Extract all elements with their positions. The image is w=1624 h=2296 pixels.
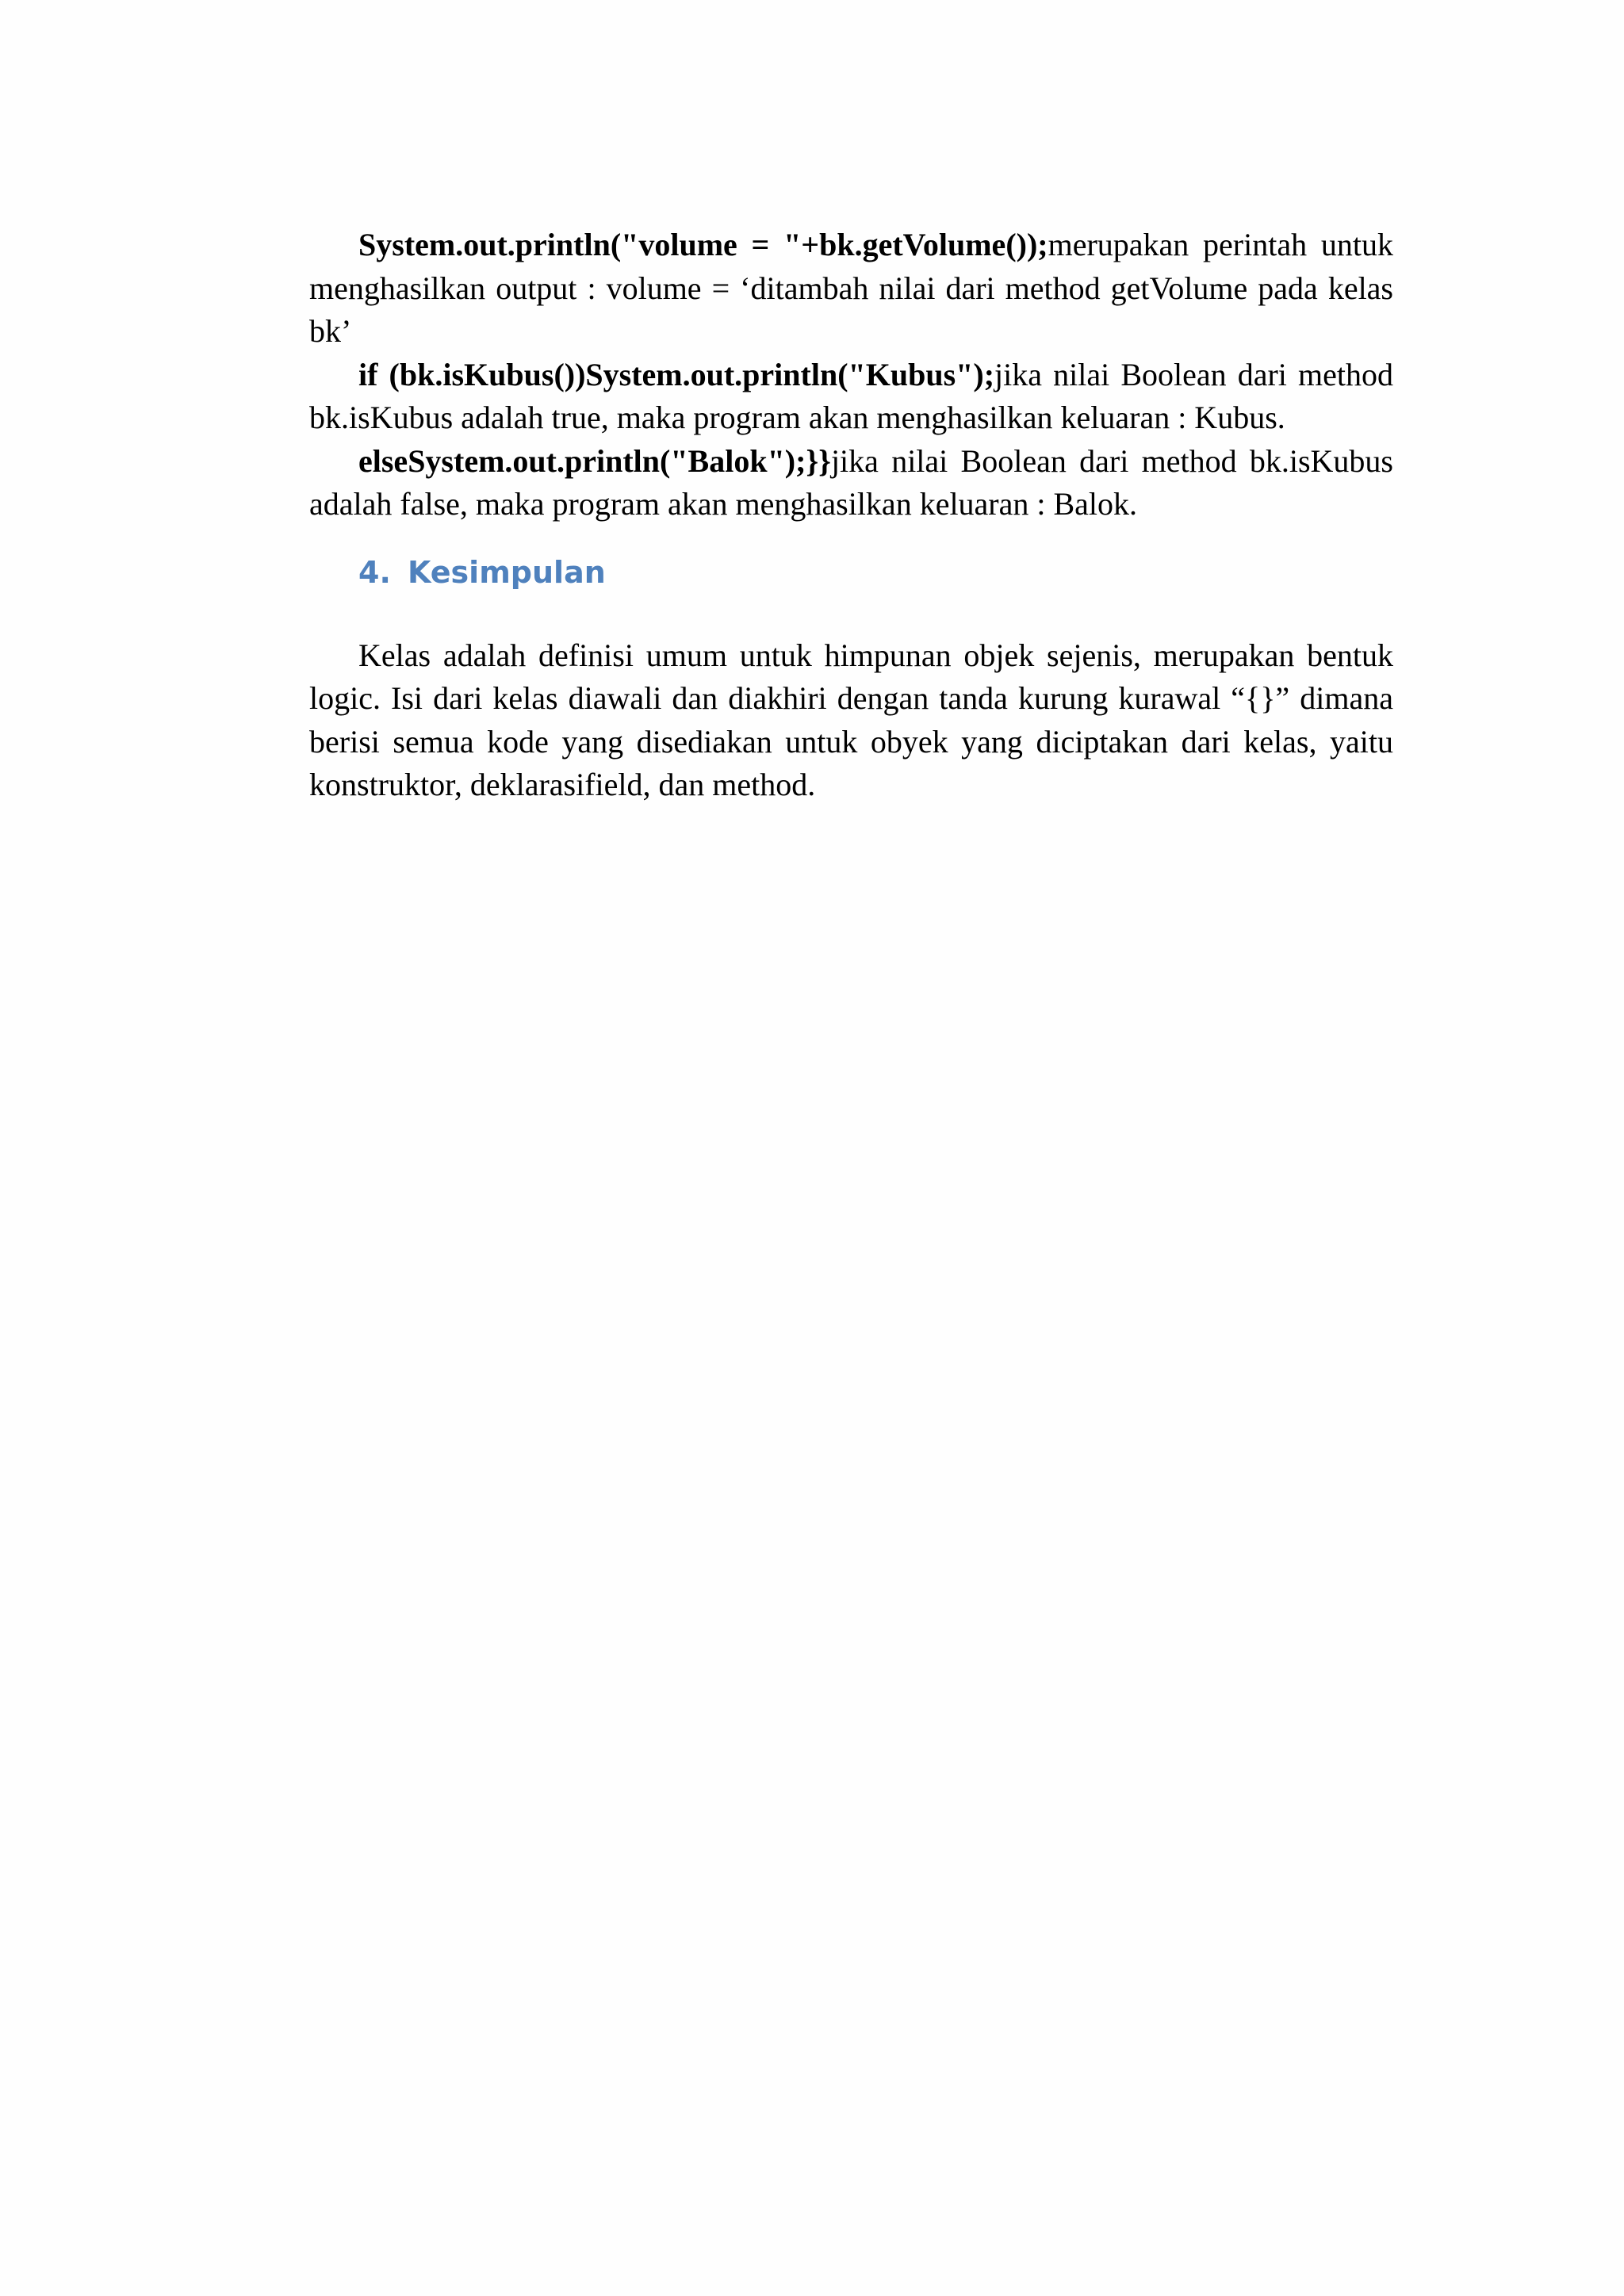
spacer [309,595,1393,634]
paragraph-text: jika nilai Boolean dari method bk.isKubus adalah true, maka program akan menghasilkan keluaran : Kubus. [309,356,1393,435]
code-snippet: if (bk.isKubus())System.out.println("Kubus"); [358,356,995,392]
code-snippet: elseSystem.out.println("Balok");}} [358,442,831,479]
paragraph-conclusion: Kelas adalah definisi umum untuk himpunan objek sejenis, merupakan bentuk logic. Isi dari kelas diawali dan diakhiri dengan tanda kurung kurawal “{}” dimana berisi semua kode yang disediakan untuk obyek yang diciptakan dari kelas, yaitu konstruktor, deklarasifield, dan method. [309,637,1393,802]
paragraph-get-volume [309,224,1393,354]
paragraph-text: jika nilai Boolean dari method bk.isKubus adalah false, maka program akan menghasilkan keluaran : Balok. [309,442,1393,522]
code-snippet: System.out.println("volume = "+bk.getVolume()); [358,227,1048,262]
page-content [309,224,1393,807]
paragraph-is-kubus [309,354,1393,440]
section-title: Kesimpulan [408,554,606,590]
section-heading [309,550,1393,595]
section-number: 4. [358,554,391,590]
paragraph-else-balok [309,440,1393,526]
paragraph-text: merupakan perintah untuk menghasilkan output : volume = ‘ditambah nilai dari method getVolume pada kelas bk’ [309,227,1393,349]
